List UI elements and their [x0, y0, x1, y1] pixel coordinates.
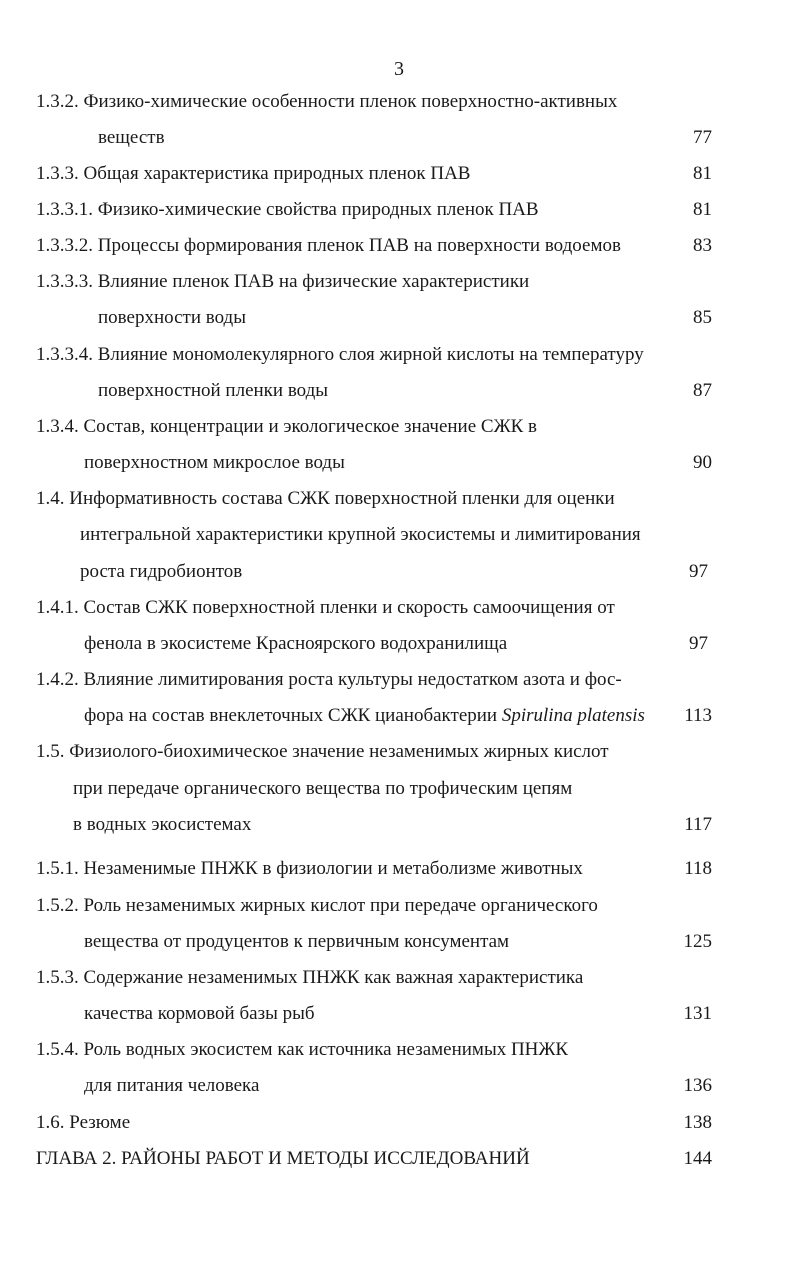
toc-entry-text: интегральной характеристики крупной экосистемы и лимитирования — [80, 524, 641, 545]
toc-entry-text: для питания человека — [84, 1075, 260, 1096]
toc-page-number: 144 — [683, 1148, 712, 1169]
toc-page-number: 97 — [689, 633, 708, 654]
toc-entry-text: 1.4.1. Состав СЖК поверхностной пленки и скорость самоочищения от — [36, 597, 615, 618]
toc-page-number: 118 — [684, 858, 712, 879]
toc-entry-text: 1.4. Информативность состава СЖК поверхностной пленки для оценки — [36, 488, 615, 509]
toc-entry-text: 1.3.3.1. Физико-химические свойства природных пленок ПАВ — [36, 199, 539, 220]
toc-entry-text: фенола в экосистеме Красноярского водохранилища — [84, 633, 508, 654]
toc-entry-text: 1.3.3.3. Влияние пленок ПАВ на физические характеристики — [36, 271, 530, 292]
toc-entry-text: 1.5.3. Содержание незаменимых ПНЖК как важная характеристика — [36, 967, 584, 988]
toc-entry-text: 1.5.1. Незаменимые ПНЖК в физиологии и метаболизме животных — [36, 858, 583, 879]
toc-page-number: 113 — [684, 705, 712, 726]
toc-page-number: 87 — [693, 380, 712, 401]
toc-page-number: 83 — [693, 235, 712, 256]
toc-entry-text: поверхностной пленки воды — [98, 380, 329, 401]
species-name: Spirulina platensis — [501, 705, 645, 726]
toc-page-number: 90 — [693, 452, 712, 473]
toc-page-number: 81 — [693, 199, 712, 220]
page-number: 3 — [394, 58, 404, 80]
toc-page-number: 117 — [684, 814, 712, 835]
toc-entry-text: качества кормовой базы рыб — [84, 1003, 315, 1024]
toc-entry-text: 1.4.2. Влияние лимитирования роста культуры недостатком азота и фос- — [36, 669, 622, 690]
toc-page-number: 131 — [683, 1003, 712, 1024]
toc-entry-text: 1.6. Резюме — [36, 1112, 131, 1133]
toc-entry-text: вещества от продуцентов к первичным консументам — [84, 931, 510, 952]
toc-entry-text: поверхности воды — [98, 307, 246, 328]
toc-page-number: 97 — [689, 561, 708, 582]
toc-entry-text: 1.3.2. Физико-химические особенности пленок поверхностно-активных — [36, 91, 618, 112]
toc-entry-text: 1.3.3. Общая характеристика природных пленок ПАВ — [36, 163, 471, 184]
toc-page-number: 125 — [683, 931, 712, 952]
toc-page-number: 77 — [693, 127, 712, 148]
chapter-heading: ГЛАВА 2. РАЙОНЫ РАБОТ И МЕТОДЫ ИССЛЕДОВАНИЙ — [36, 1148, 530, 1169]
toc-entry-text-regular: фора на состав внеклеточных СЖК цианобактерии — [84, 705, 498, 726]
toc-entry-text: 1.3.4. Состав, концентрации и экологическое значение СЖК в — [36, 416, 537, 437]
toc-page-number: 81 — [693, 163, 712, 184]
toc-entry-text — [84, 704, 645, 728]
toc-page-number: 85 — [693, 307, 712, 328]
toc-entry-text: веществ — [98, 127, 165, 148]
toc-entry-text: 1.3.3.2. Процессы формирования пленок ПАВ на поверхности водоемов — [36, 235, 621, 256]
toc-entry-text: 1.3.3.4. Влияние мономолекулярного слоя жирной кислоты на температуру — [36, 344, 644, 365]
toc-entry-text: в водных экосистемах — [73, 814, 252, 835]
toc-entry-text: 1.5. Физиолого-биохимическое значение незаменимых жирных кислот — [36, 741, 609, 762]
toc-page-number: 136 — [683, 1075, 712, 1096]
toc-entry-text: поверхностном микрослое воды — [84, 452, 345, 473]
toc-entry-text: 1.5.2. Роль незаменимых жирных кислот при передаче органического — [36, 895, 598, 916]
toc-entry-text: при передаче органического вещества по трофическим цепям — [73, 778, 573, 799]
toc-entry-text: 1.5.4. Роль водных экосистем как источника незаменимых ПНЖК — [36, 1039, 569, 1060]
toc-entry-text: роста гидробионтов — [80, 561, 243, 582]
toc-page-number: 138 — [683, 1112, 712, 1133]
